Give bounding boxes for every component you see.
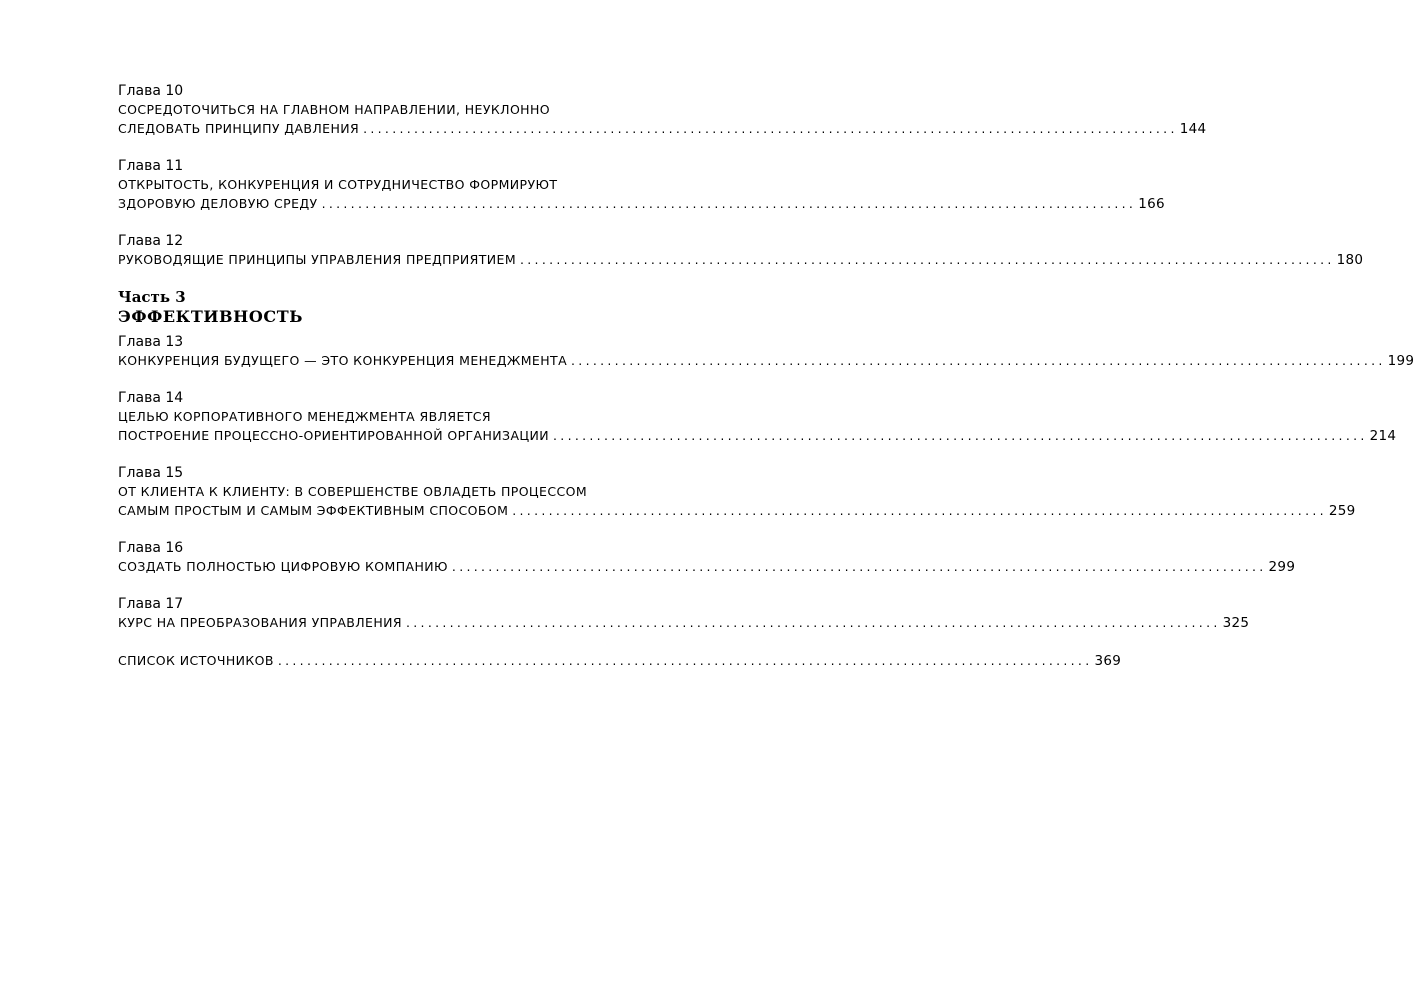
- chapter-number: Глава 10: [118, 83, 184, 99]
- page-number: 144: [1179, 121, 1207, 137]
- chapter-title-line: ПОСТРОЕНИЕ ПРОЦЕССНО-ОРИЕНТИРОВАННОЙ ОРГАНИЗАЦИИ: [118, 428, 550, 443]
- chapter-title-line: КОНКУРЕНЦИЯ БУДУЩЕГО — ЭТО КОНКУРЕНЦИЯ МЕНЕДЖМЕНТА: [118, 353, 568, 368]
- chapter-title-line: ОТ КЛИЕНТА К КЛИЕНТУ: В СОВЕРШЕНСТВЕ ОВЛАДЕТЬ ПРОЦЕССОМ: [118, 484, 588, 499]
- page-number: 166: [1138, 196, 1165, 212]
- toc-chapter-12: [118, 232, 1364, 269]
- chapter-title-line: САМЫМ ПРОСТЫМ И САМЫМ ЭФФЕКТИВНЫМ СПОСОБОМ: [118, 503, 509, 518]
- page-number: 180: [1336, 252, 1364, 268]
- page-number: 299: [1268, 559, 1296, 575]
- dot-leader: ................................................................................................................: [512, 503, 1327, 518]
- toc-entry-line[interactable]: [118, 613, 1250, 632]
- dot-leader: ................................................................................................................: [571, 353, 1386, 368]
- dot-leader: ................................................................................................................: [363, 121, 1178, 136]
- chapter-number: Глава 14: [118, 390, 184, 406]
- chapter-title-line: СОСРЕДОТОЧИТЬСЯ НА ГЛАВНОМ НАПРАВЛЕНИИ, НЕУКЛОННО: [118, 102, 551, 117]
- chapter-title-line: ЗДОРОВУЮ ДЕЛОВУЮ СРЕДУ: [118, 196, 318, 211]
- table-of-contents: [118, 82, 1414, 670]
- dot-leader: ................................................................................................................: [451, 559, 1267, 574]
- toc-entry-line[interactable]: [118, 501, 1356, 520]
- page-number: 369: [1094, 653, 1122, 669]
- toc-chapter-11: [118, 157, 1165, 213]
- toc-chapter-13: [118, 333, 1414, 370]
- chapter-title-line: ЦЕЛЬЮ КОРПОРАТИВНОГО МЕНЕДЖМЕНТА ЯВЛЯЕТСЯ: [118, 409, 492, 424]
- page-number: 259: [1328, 503, 1356, 519]
- page-number: 325: [1222, 615, 1250, 631]
- part-number: Часть 3: [118, 288, 186, 306]
- chapter-title-line: КУРС НА ПРЕОБРАЗОВАНИЯ УПРАВЛЕНИЯ: [118, 615, 402, 630]
- chapter-number: Глава 15: [118, 465, 184, 481]
- dot-leader: ................................................................................................................: [406, 615, 1221, 630]
- chapter-number: Глава 13: [118, 334, 184, 350]
- chapter-number: Глава 12: [118, 233, 184, 249]
- chapter-number: Глава 16: [118, 540, 184, 556]
- toc-sources: [118, 651, 1122, 670]
- dot-leader: ................................................................................................................: [553, 428, 1368, 443]
- toc-entry-line[interactable]: [118, 250, 1364, 269]
- part-heading: [118, 288, 722, 327]
- toc-entry-line[interactable]: [118, 194, 1165, 213]
- toc-chapter-16: [118, 539, 1296, 576]
- chapter-number: Глава 17: [118, 596, 184, 612]
- chapter-number: Глава 11: [118, 158, 184, 174]
- toc-entry-line[interactable]: [118, 651, 1122, 670]
- dot-leader: ................................................................................................................: [321, 196, 1137, 211]
- toc-chapter-17: [118, 595, 1250, 632]
- chapter-title-line: СОЗДАТЬ ПОЛНОСТЬЮ ЦИФРОВУЮ КОМПАНИЮ: [118, 559, 448, 574]
- page-number: 199: [1387, 353, 1414, 369]
- chapter-title-line: ОТКРЫТОСТЬ, КОНКУРЕНЦИЯ И СОТРУДНИЧЕСТВО ФОРМИРУЮТ: [118, 177, 558, 192]
- sources-title: СПИСОК ИСТОЧНИКОВ: [118, 653, 274, 668]
- toc-entry-line[interactable]: [118, 351, 1414, 370]
- toc-chapter-15: [118, 464, 1356, 520]
- page-number: 214: [1369, 428, 1397, 444]
- toc-entry-line[interactable]: [118, 557, 1296, 576]
- dot-leader: ................................................................................................................: [277, 653, 1093, 668]
- part-title: ЭФФЕКТИВНОСТЬ: [118, 307, 304, 326]
- dot-leader: ................................................................................................................: [520, 252, 1335, 267]
- toc-entry-line[interactable]: [118, 426, 1397, 445]
- toc-chapter-14: [118, 389, 1397, 445]
- chapter-title-line: СЛЕДОВАТЬ ПРИНЦИПУ ДАВЛЕНИЯ: [118, 121, 360, 136]
- toc-chapter-10: [118, 82, 1207, 138]
- toc-entry-line[interactable]: [118, 119, 1207, 138]
- chapter-title-line: РУКОВОДЯЩИЕ ПРИНЦИПЫ УПРАВЛЕНИЯ ПРЕДПРИЯТИЕМ: [118, 252, 517, 267]
